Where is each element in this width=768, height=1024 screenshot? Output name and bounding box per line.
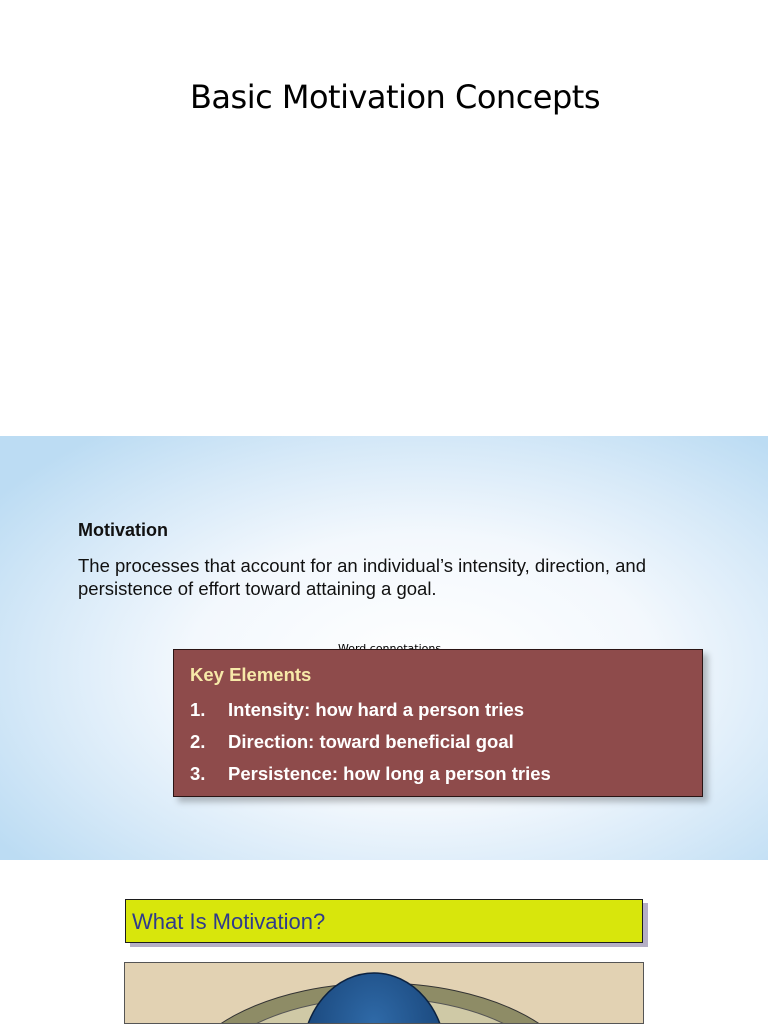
slide-title-box (125, 899, 643, 943)
slide-title-page (0, 0, 768, 432)
list-item-text: Persistence: how long a person tries (228, 763, 551, 784)
page-title: Basic Motivation Concepts (189, 78, 601, 116)
list-item (190, 694, 551, 726)
key-elements-title: Key Elements (190, 664, 312, 685)
key-elements-box (173, 649, 703, 797)
list-item-number: 1. (190, 699, 206, 720)
list-item-number: 3. (190, 763, 206, 784)
motivation-figure (124, 962, 644, 1024)
slide-title: What Is Motivation? (132, 909, 326, 934)
slide-motivation-definition (0, 436, 768, 860)
list-item (190, 726, 551, 758)
key-elements-list (190, 694, 551, 790)
list-item (190, 758, 551, 790)
concentric-circles-graphic (125, 963, 643, 1023)
list-item-number: 2. (190, 731, 206, 752)
inner-circle-shape (302, 973, 446, 1023)
definition-text: The processes that account for an individual’s intensity, direction, and persistence of effort toward attaining a goal. (78, 555, 646, 599)
list-item-text: Intensity: how hard a person tries (228, 699, 525, 720)
definition-heading: Motivation (78, 520, 168, 540)
list-item-text: Direction: toward beneficial goal (228, 731, 514, 752)
